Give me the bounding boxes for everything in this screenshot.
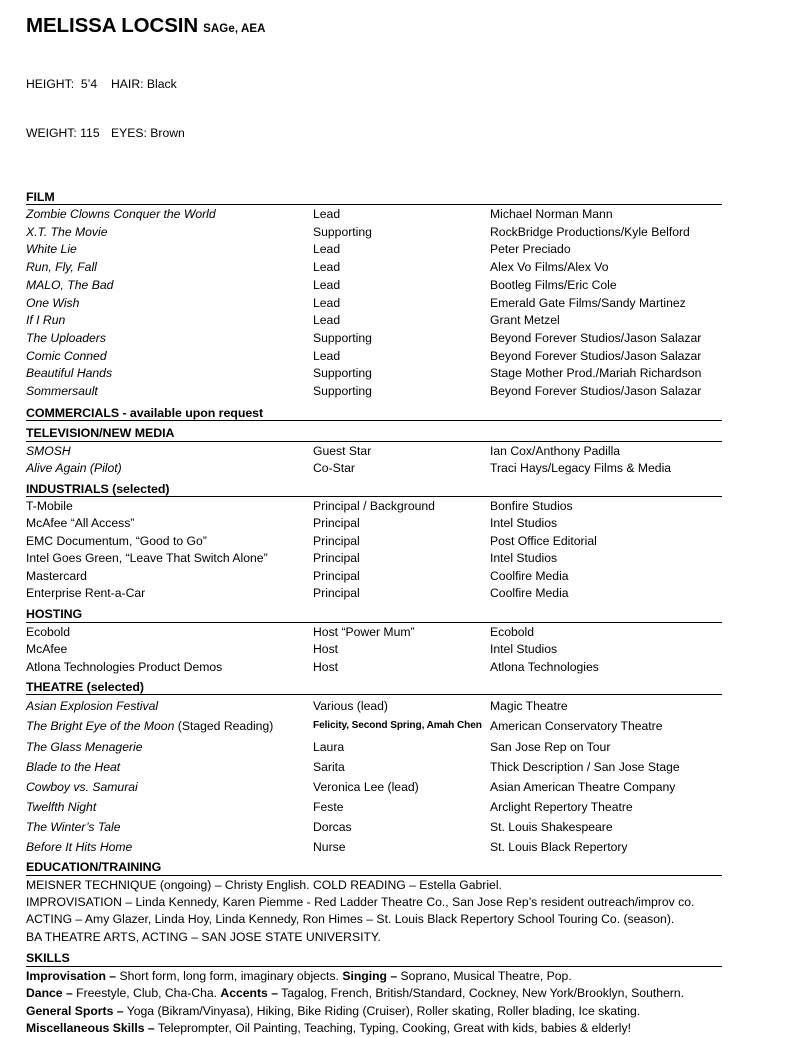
credit-company: Ian Cox/Anthony Padilla (490, 443, 621, 458)
credit-role: Host (313, 659, 339, 674)
credit-title-text: The Uploaders (26, 330, 106, 345)
credit-company: American Conservatory Theatre (490, 719, 663, 734)
credit-title-text: Alive Again (Pilot) (26, 461, 122, 476)
credit-title (26, 696, 313, 716)
education-line: BA THEATRE ARTS, ACTING – SAN JOSE STATE UNIVERSITY. (26, 929, 381, 944)
credit-title-text: Comic Conned (26, 348, 107, 363)
table-row (26, 206, 722, 224)
table-row (26, 641, 722, 658)
credit-company: Ecobold (490, 624, 535, 639)
credit-title-suffix: (Staged Reading) (174, 719, 274, 734)
table-row (26, 348, 722, 366)
skills-text-block (26, 967, 722, 1037)
credit-role: Lead (313, 277, 341, 292)
table-row (26, 460, 722, 477)
vitals-block (26, 43, 722, 175)
credit-title (26, 624, 313, 641)
credit-company: Beyond Forever Studios/Jason Salazar (490, 330, 702, 345)
table-row (26, 241, 722, 259)
credit-title-text: T-Mobile (26, 499, 73, 514)
eyes-value: EYES: Brown (111, 126, 185, 140)
film-credit-list (26, 205, 722, 401)
table-row (26, 498, 722, 515)
credit-role: Principal (313, 586, 360, 601)
table-row (26, 515, 722, 532)
skills-category-label: Improvisation – (26, 968, 117, 983)
table-row (26, 585, 722, 602)
credit-company: Grant Metzel (490, 313, 560, 328)
credit-title-text: X.T. The Movie (26, 224, 108, 239)
table-row (26, 259, 722, 277)
skills-category-label: Miscellaneous Skills – (26, 1020, 155, 1035)
hair-value: HAIR: Black (111, 76, 177, 91)
section-education (26, 860, 722, 946)
skills-line (26, 1020, 722, 1037)
credit-title (26, 365, 313, 383)
credit-title (26, 259, 313, 277)
credit-title-text: Atlona Technologies Product Demos (26, 659, 223, 674)
credit-title (26, 498, 313, 515)
credit-title-text: Beautiful Hands (26, 366, 113, 381)
credit-company: St. Louis Black Repertory (490, 840, 628, 855)
table-row (26, 224, 722, 242)
credit-role: Supporting (313, 384, 372, 399)
credit-title (26, 295, 313, 313)
credit-role: Nurse (313, 840, 346, 855)
credit-title-text: McAfee “All Access” (26, 516, 135, 531)
credit-title (26, 550, 313, 567)
credit-company: RockBridge Productions/Kyle Belford (490, 224, 690, 239)
education-line: ACTING – Amy Glazer, Linda Hoy, Linda Kennedy, Ron Himes – St. Louis Black Repertory School Touring Co. (season). (26, 912, 675, 927)
credit-title (26, 460, 313, 477)
table-row (26, 757, 722, 777)
credit-title (26, 777, 313, 797)
credit-role: Veronica Lee (lead) (313, 779, 419, 794)
credit-title (26, 757, 313, 777)
skills-detail-text: Freestyle, Club, Cha-Cha. (72, 986, 221, 1001)
credit-company: San Jose Rep on Tour (490, 739, 611, 754)
credit-role: Supporting (313, 330, 372, 345)
credit-title-text: McAfee (26, 642, 68, 657)
section-heading-television: TELEVISION/NEW MEDIA (26, 426, 722, 442)
credit-title-text: Asian Explosion Festival (26, 699, 159, 714)
credit-role: Principal / Background (313, 499, 435, 514)
education-line: IMPROVISATION – Linda Kennedy, Karen Piemme - Red Ladder Theatre Co., San Jose Rep’s resident outreach/improv co. (26, 895, 695, 910)
credit-company: Intel Studios (490, 642, 558, 657)
credit-title (26, 348, 313, 366)
credit-title-text: Cowboy vs. Samurai (26, 779, 138, 794)
section-industrials (26, 482, 722, 603)
credit-title-text: The Winter’s Tale (26, 819, 121, 834)
credit-title-text: One Wish (26, 295, 80, 310)
credit-company: Intel Studios (490, 551, 558, 566)
credit-company: Thick Description / San Jose Stage (490, 759, 680, 774)
credit-role: Host “Power Mum” (313, 624, 415, 639)
table-row (26, 777, 722, 797)
credit-role: Sarita (313, 759, 345, 774)
table-row (26, 312, 722, 330)
credit-company: Stage Mother Prod./Mariah Richardson (490, 366, 702, 381)
credit-company: Coolfire Media (490, 568, 569, 583)
credit-role: Felicity, Second Spring, Amah Chen (313, 720, 482, 732)
credit-title (26, 241, 313, 259)
credit-role: Lead (313, 348, 341, 363)
credit-title (26, 797, 313, 817)
hosting-credit-list (26, 623, 722, 676)
section-skills (26, 951, 722, 1037)
credit-role: Principal (313, 551, 360, 566)
credit-company: Bonfire Studios (490, 499, 573, 514)
table-row (26, 533, 722, 550)
skills-category-label: Dance – (26, 986, 73, 1001)
credit-company: Coolfire Media (490, 586, 569, 601)
credit-title-text: EMC Documentum, “Good to Go” (26, 533, 207, 548)
credit-title (26, 585, 313, 602)
credit-title (26, 837, 313, 857)
header-name-line (26, 16, 722, 37)
credit-company: Intel Studios (490, 516, 558, 531)
section-heading-hosting: HOSTING (26, 607, 722, 623)
section-heading-film: FILM (26, 190, 722, 206)
skills-category-label: General Sports – (26, 1003, 124, 1018)
credit-title (26, 443, 313, 460)
credit-title (26, 737, 313, 757)
skills-detail-text: Soprano, Musical Theatre, Pop. (397, 968, 572, 983)
height-value: HEIGHT: 5’4 (26, 76, 98, 91)
skills-category-label: Accents – (220, 986, 279, 1001)
credit-role: Co-Star (313, 461, 355, 476)
credit-title-text: Before It Hits Home (26, 840, 133, 855)
table-row (26, 443, 722, 460)
skills-line (26, 968, 722, 985)
education-line: MEISNER TECHNIQUE (ongoing) – Christy English. COLD READING – Estella Gabriel. (26, 877, 502, 892)
credit-title (26, 817, 313, 837)
page-title: MELISSA LOCSIN (26, 14, 199, 37)
credit-role: Lead (313, 242, 341, 257)
section-television (26, 426, 722, 477)
credit-title-text: Mastercard (26, 568, 87, 583)
credit-company: Beyond Forever Studios/Jason Salazar (490, 348, 702, 363)
section-film (26, 190, 722, 401)
television-credit-list (26, 442, 722, 478)
credit-title-text: MALO, The Bad (26, 277, 114, 292)
credit-company: St. Louis Shakespeare (490, 819, 613, 834)
credit-title-text: If I Run (26, 313, 66, 328)
skills-detail-text: Tagalog, French, British/Standard, Cockney, New York/Brooklyn, Southern. (278, 986, 685, 1001)
credit-title (26, 383, 313, 401)
credit-role: Supporting (313, 366, 372, 381)
education-text-block (26, 876, 722, 947)
credit-company: Traci Hays/Legacy Films & Media (490, 461, 672, 476)
skills-line (26, 985, 722, 1002)
table-row (26, 837, 722, 857)
credit-title (26, 533, 313, 550)
credit-title-text: Sommersault (26, 384, 98, 399)
credit-company: Michael Norman Mann (490, 207, 613, 221)
credit-role: Principal (313, 568, 360, 583)
table-row (26, 550, 722, 567)
credit-role: Lead (313, 313, 341, 328)
credit-role: Guest Star (313, 443, 372, 458)
table-row (26, 817, 722, 837)
section-heading-skills: SKILLS (26, 951, 722, 967)
section-heading-industrials: INDUSTRIALS (selected) (26, 482, 722, 498)
table-row (26, 659, 722, 676)
skills-line (26, 1003, 722, 1020)
credit-title-text: Blade to the Heat (26, 759, 121, 774)
credit-title-text: The Glass Menagerie (26, 739, 143, 754)
table-row (26, 277, 722, 295)
table-row (26, 383, 722, 401)
skills-detail-text: Teleprompter, Oil Painting, Teaching, Typing, Cooking, Great with kids, babies & elderly! (154, 1020, 631, 1035)
credit-company: Bootleg Films/Eric Cole (490, 277, 617, 292)
credit-title-text: White Lie (26, 242, 77, 257)
credit-title (26, 716, 313, 736)
credit-title-text: Zombie Clowns Conquer the World (26, 207, 216, 221)
table-row (26, 568, 722, 585)
industrials-credit-list (26, 497, 722, 602)
credit-role: Lead (313, 295, 341, 310)
credit-role: Laura (313, 739, 345, 754)
table-row (26, 716, 722, 736)
credit-title (26, 659, 313, 676)
credit-company: Emerald Gate Films/Sandy Martinez (490, 295, 686, 310)
credit-title (26, 515, 313, 532)
section-heading-education: EDUCATION/TRAINING (26, 860, 722, 876)
credit-title-text: SMOSH (26, 443, 71, 458)
credit-title (26, 224, 313, 242)
credit-company: Atlona Technologies (490, 659, 599, 674)
credit-title-text: Ecobold (26, 624, 71, 639)
credit-company: Arclight Repertory Theatre (490, 799, 633, 814)
table-row (26, 624, 722, 641)
weight-value: WEIGHT: 115 (26, 126, 100, 140)
resume-content (26, 16, 722, 1037)
table-row (26, 737, 722, 757)
section-heading-commercials: COMMERCIALS - available upon request (26, 406, 722, 422)
credit-title (26, 312, 313, 330)
credit-company: Post Office Editorial (490, 533, 597, 548)
credit-role: Feste (313, 799, 344, 814)
vitals-row-weight (26, 125, 722, 142)
credit-title-text: Run, Fly, Fall (26, 260, 97, 275)
table-row (26, 797, 722, 817)
credit-title (26, 568, 313, 585)
section-hosting (26, 607, 722, 675)
table-row (26, 696, 722, 716)
section-heading-theatre: THEATRE (selected) (26, 680, 722, 696)
credit-role: Principal (313, 533, 360, 548)
table-row (26, 330, 722, 348)
credit-role: Various (lead) (313, 699, 388, 714)
credit-role: Principal (313, 516, 360, 531)
credit-company: Asian American Theatre Company (490, 779, 676, 794)
credit-company: Alex Vo Films/Alex Vo (490, 260, 609, 275)
credit-role: Lead (313, 207, 341, 221)
credit-role: Dorcas (313, 819, 352, 834)
credit-role: Supporting (313, 224, 372, 239)
credit-title (26, 330, 313, 348)
credit-company: Magic Theatre (490, 699, 568, 714)
section-commercials (26, 406, 722, 422)
credit-role: Lead (313, 260, 341, 275)
credit-title (26, 206, 313, 224)
credit-title-text: Twelfth Night (26, 799, 97, 814)
credit-role: Host (313, 642, 339, 657)
credit-company: Beyond Forever Studios/Jason Salazar (490, 384, 702, 399)
vitals-row-height (26, 76, 722, 93)
credit-title-text: Intel Goes Green, “Leave That Switch Alone” (26, 551, 268, 566)
skills-detail-text: Yoga (Bikram/Vinyasa), Hiking, Bike Riding (Cruiser), Roller skating, Roller blading, Ice skating. (123, 1003, 641, 1018)
credit-title (26, 641, 313, 658)
section-theatre (26, 680, 722, 857)
table-row (26, 295, 722, 313)
credit-company: Peter Preciado (490, 242, 571, 257)
skills-category-label: Singing – (342, 968, 398, 983)
skills-detail-text: Short form, long form, imaginary objects. (116, 968, 343, 983)
credit-title-text: Enterprise Rent-a-Car (26, 586, 146, 601)
credit-title (26, 277, 313, 295)
theatre-credit-list (26, 695, 722, 857)
union-affiliations: SAGe, AEA (203, 23, 266, 35)
table-row (26, 365, 722, 383)
credit-title-text: The Bright Eye of the Moon (26, 719, 175, 734)
